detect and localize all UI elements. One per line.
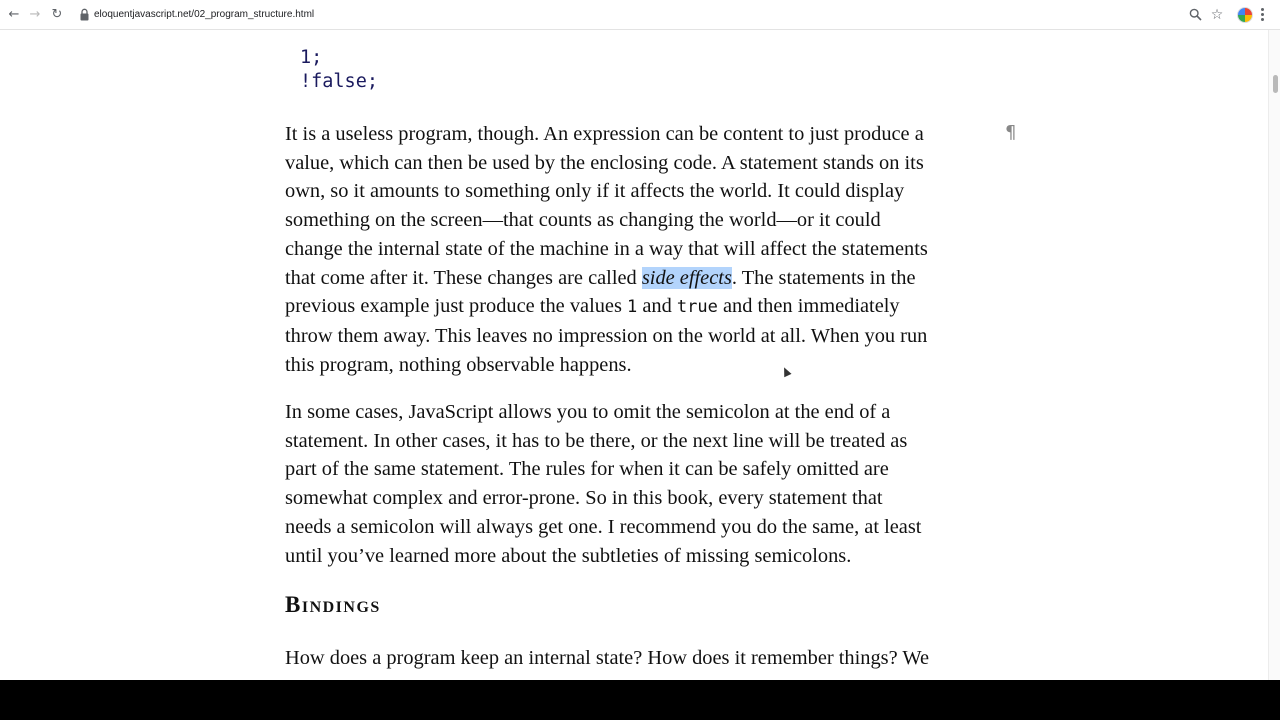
text-line: this program, nothing observable happens. (285, 353, 632, 376)
text-line: needs a semicolon will always get one. I recommend you do the same, at least (285, 515, 922, 538)
browser-toolbar (0, 0, 1280, 30)
text-line: part of the same statement. The rules for when it can be safely omitted are (285, 458, 889, 481)
text-line: In some cases, JavaScript allows you to omit the semicolon at the end of a (285, 401, 891, 423)
text-line: How does a program keep an internal state? How does it remember things? We (285, 647, 930, 669)
text-line: It is a useless program, though. An expression can be content to just produce a (285, 123, 924, 145)
page-content (0, 30, 1268, 680)
code-block (300, 46, 378, 94)
bookmark-star-icon[interactable]: ☆ (1210, 7, 1224, 23)
zoom-icon[interactable] (1189, 8, 1202, 21)
inline-code: 1 (627, 297, 638, 318)
text-fragment: previous example just produce the values (285, 295, 628, 318)
code-line: !false; (300, 71, 378, 92)
vertical-scrollbar[interactable] (1268, 30, 1280, 680)
section-heading-bindings: Bindings (285, 592, 381, 617)
lock-icon[interactable] (80, 8, 89, 21)
text-line: something on the screen—that counts as changing the world—or it could (285, 209, 881, 232)
text-line: until you’ve learned more about the subtleties of missing semicolons. (285, 544, 852, 567)
text-line: statement. In other cases, it has to be there, or the next line will be treated as (285, 429, 908, 452)
reload-icon[interactable]: ↻ (51, 7, 63, 22)
text-line: throw them away. This leaves no impression on the world at all. When you run (285, 324, 928, 347)
selected-text-side-effects: side effects (641, 266, 732, 289)
text-fragment: and then immediately (717, 295, 900, 318)
text-fragment: and (637, 295, 677, 318)
more-vert-icon[interactable] (1261, 8, 1265, 22)
inline-code: true (676, 297, 718, 318)
text-fragment: that come after it. These changes are called (285, 266, 642, 289)
text-line (285, 292, 1005, 322)
paragraph-anchor-icon[interactable]: ¶ (1005, 122, 1017, 143)
text-fragment: . The statements in the (731, 266, 916, 289)
text-line: own, so it amounts to something only if it affects the world. It could display (285, 180, 905, 203)
profile-avatar[interactable] (1237, 7, 1253, 23)
address-bar[interactable]: eloquentjavascript.net/02_program_structure.html (94, 9, 315, 20)
text-line: value, which can then be used by the enclosing code. A statement stands on its (285, 151, 924, 174)
text-line: change the internal state of the machine in a way that will affect the statements (285, 237, 928, 260)
paragraph-semicolons (285, 398, 1005, 570)
forward-arrow-icon[interactable]: → (29, 7, 41, 22)
paragraph-bindings-intro (285, 644, 1005, 673)
text-line (285, 264, 1005, 293)
code-line: 1; (300, 47, 323, 68)
text-line: somewhat complex and error-prone. So in this book, every statement that (285, 487, 883, 510)
back-arrow-icon[interactable]: ← (8, 7, 20, 22)
paragraph-side-effects (285, 120, 1005, 379)
scrollbar-thumb[interactable] (1273, 75, 1278, 93)
